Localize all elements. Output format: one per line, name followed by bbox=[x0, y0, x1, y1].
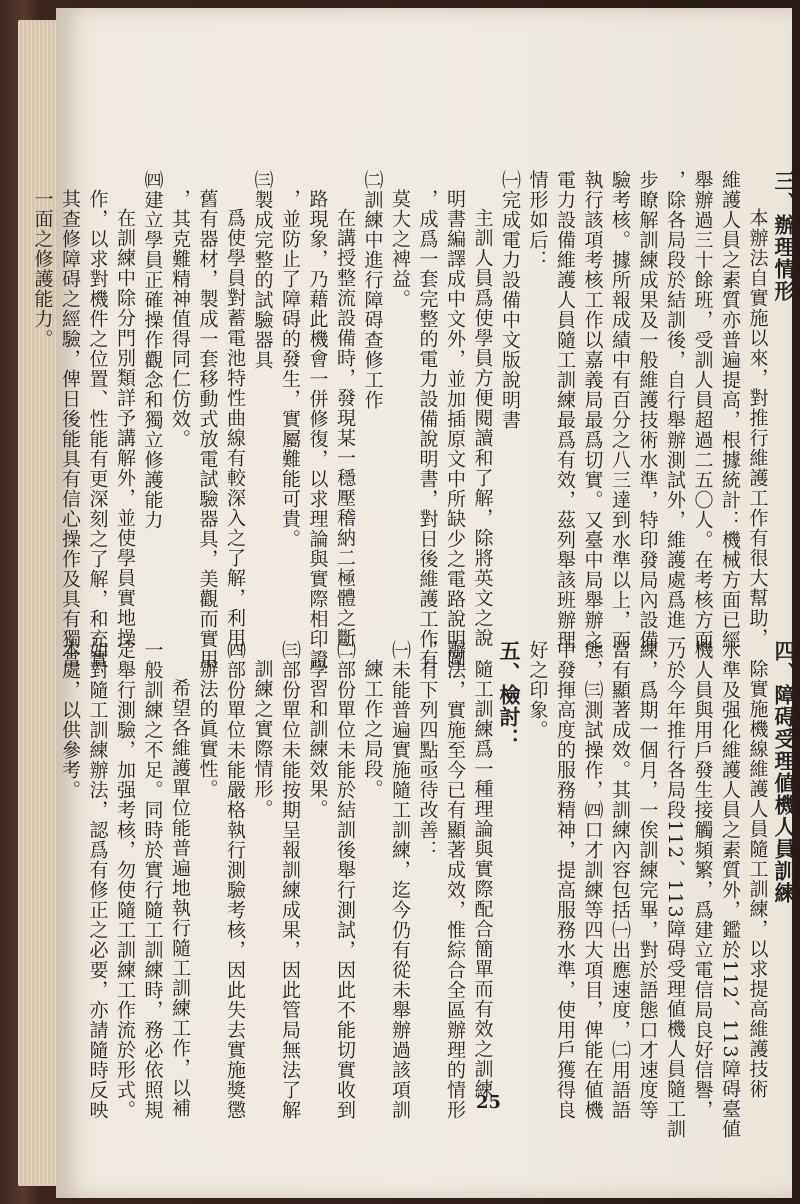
list-item: ㈠未能普遍實施隨工訓練，迄今仍有從未舉辦過該項訓 bbox=[389, 640, 411, 1120]
paragraph-line: 定舉行測驗，加强考核，勿使隨工訓練工作流於形式。 bbox=[114, 640, 136, 1120]
paragraph-line: 態，㈢測試操作，㈣口才訓練等四大項目，俾能在値機 bbox=[581, 640, 604, 1120]
item-1-title: ㈠完成電力設備中文版說明書 bbox=[499, 170, 521, 430]
paragraph-line: 步瞭解訓練成果及一般維護技術水準，特印發局內設備 bbox=[636, 170, 659, 650]
paragraph-line: 路現象，乃藉此機會一併修復，以求理論與實際相印證 bbox=[306, 189, 329, 669]
paragraph-line: 訓練之實際情形。 bbox=[251, 659, 274, 819]
paragraph-line: 作，以求對機件之位置、性能有更深刻之了解，和充實 bbox=[86, 189, 109, 669]
paragraph-line: 練，爲期一個月，一俟訓練完畢，對於語態口才速度等 bbox=[636, 640, 659, 1120]
paragraph-line: 一般訓練之不足。同時於實行隨工訓練時，務必依照規 bbox=[141, 640, 164, 1120]
page-number: 25 bbox=[476, 1092, 502, 1113]
paragraph-line: 練工作之局段。 bbox=[361, 659, 384, 799]
paragraph-line: 爲使學員對蓄電池特性曲線有較深入之了解，利用 bbox=[224, 208, 246, 648]
paragraph-line: 乃於今年推行各局段112、113障碍受理値機人員隨工訓 bbox=[664, 640, 686, 1139]
paragraph-line: 在講授整流設備時，發現某一穩壓稽納二極體之斷 bbox=[334, 208, 356, 648]
paragraph-line: 莫大之裨益。 bbox=[389, 189, 411, 309]
paragraph-line: ，其克難精神值得同仁仿效。 bbox=[169, 189, 191, 449]
paragraph-line: 驗考核。據所報成績中有百分之八三達到水準以上，而 bbox=[609, 170, 631, 650]
paragraph-line: 水準及强化維護人員之素質外，鑑於112、113障碍臺値 bbox=[719, 640, 741, 1139]
section-4-heading: 四、障碍受理値機人員訓練 bbox=[772, 640, 797, 904]
paragraph-line: 舊有器材，製成一套移動式放電試驗器具，美觀而實用 bbox=[196, 189, 219, 669]
item-3-title: ㈢製成完整的試驗器具 bbox=[251, 170, 274, 370]
paragraph-line: 執行該項考核工作以嘉義局最爲切實。又臺中局舉辦之 bbox=[581, 170, 604, 650]
book-page bbox=[31, 8, 797, 1198]
paragraph-line: 好之印象。 bbox=[526, 640, 549, 740]
paragraph-line: 中發揮高度的服務精神，提高服務水準，使用戶獲得良 bbox=[554, 640, 576, 1120]
list-item: ㈣部份單位未能嚴格執行測驗考核，因此失去實施獎懲 bbox=[224, 640, 246, 1120]
item-4-title: ㈣建立學員正確操作觀念和獨立修護能力 bbox=[141, 170, 164, 530]
paragraph-line: 學習和訓練效果。 bbox=[306, 659, 329, 819]
paragraph-line: 其查修障碍之經驗，俾日後能具有信心操作及具有獨當 bbox=[59, 189, 81, 669]
section-3-block bbox=[31, 170, 798, 669]
paragraph-line: 希望各維護單位能普遍地執行隨工訓練工作，以補 bbox=[169, 678, 191, 1118]
section-5-heading: 五、檢討： bbox=[497, 640, 522, 750]
paragraph-line: 除實施機線維護人員隨工訓練，以求提高維護技術 bbox=[746, 659, 769, 1099]
paragraph-line: 如對隨工訓練辦法，認爲有修正之必要，亦請隨時反映 bbox=[86, 640, 109, 1120]
paragraph-line: 在訓練中除分門別類詳予講解外，並使學員實地操 bbox=[114, 208, 136, 648]
paragraph-line: 主訓人員爲使學員方便閱讀和了解，除將英文之說 bbox=[471, 208, 494, 648]
list-item: ㈡部份單位未能於結訓後舉行測試，因此不能切實收到 bbox=[334, 640, 356, 1120]
paragraph-line: 隨工訓練爲一種理論與實際配合簡單而有效之訓練 bbox=[471, 659, 494, 1099]
list-item: ㈢部份單位未能按期呈報訓練成果，因此管局無法了解 bbox=[279, 640, 301, 1120]
paragraph-line: 本辦法自實施以來，對推行維護工作有很大幫助， bbox=[746, 208, 769, 648]
paragraph-line: ，有下列四點亟待改善： bbox=[416, 640, 439, 860]
item-2-title: ㈡訓練中進行障碍查修工作 bbox=[361, 170, 384, 410]
paragraph-line: 明書編譯成中文外，並加插原文中所缺少之電路說明圖 bbox=[444, 189, 466, 669]
paragraph-line: 情形如后： bbox=[526, 170, 549, 270]
section-3-heading: 三、辦理情形 bbox=[772, 170, 797, 302]
paragraph-line: ，除各局段於結訓後，自行舉辦測試外，維護處爲進一 bbox=[664, 170, 686, 650]
paragraph-line: 機人員與用戶發生接觸頻繁，爲建立電信局良好信譽， bbox=[691, 640, 714, 1120]
paragraph-line: ，並防止了障碍的發生，實屬難能可貴。 bbox=[279, 189, 301, 549]
paragraph-line: 舉辦過三十餘班，受訓人員超過二五〇人。在考核方面 bbox=[691, 170, 714, 650]
paragraph-line: 辦法，實施至今已有顯著成效，惟綜合全區辦理的情形 bbox=[444, 640, 466, 1120]
paragraph-line: 本處，以供參考。 bbox=[59, 640, 81, 800]
paragraph-line: 當有顯著成效。其訓練內容包括㈠出應速度，㈡用語語 bbox=[609, 640, 631, 1120]
paragraph-line: ，成爲一套完整的電力設備說明書，對日後維護工作有 bbox=[416, 189, 439, 669]
paragraph-line: 辦法的眞實性。 bbox=[196, 659, 219, 799]
paragraph-line: 電力設備維護人員隨工訓練最爲有效，茲列舉該班辦理 bbox=[554, 170, 576, 650]
paragraph-line: 維護人員之素質亦普遍提高，根據統計：機械方面已經 bbox=[719, 170, 741, 650]
paragraph-line: 一面之修護能力。 bbox=[31, 189, 54, 349]
